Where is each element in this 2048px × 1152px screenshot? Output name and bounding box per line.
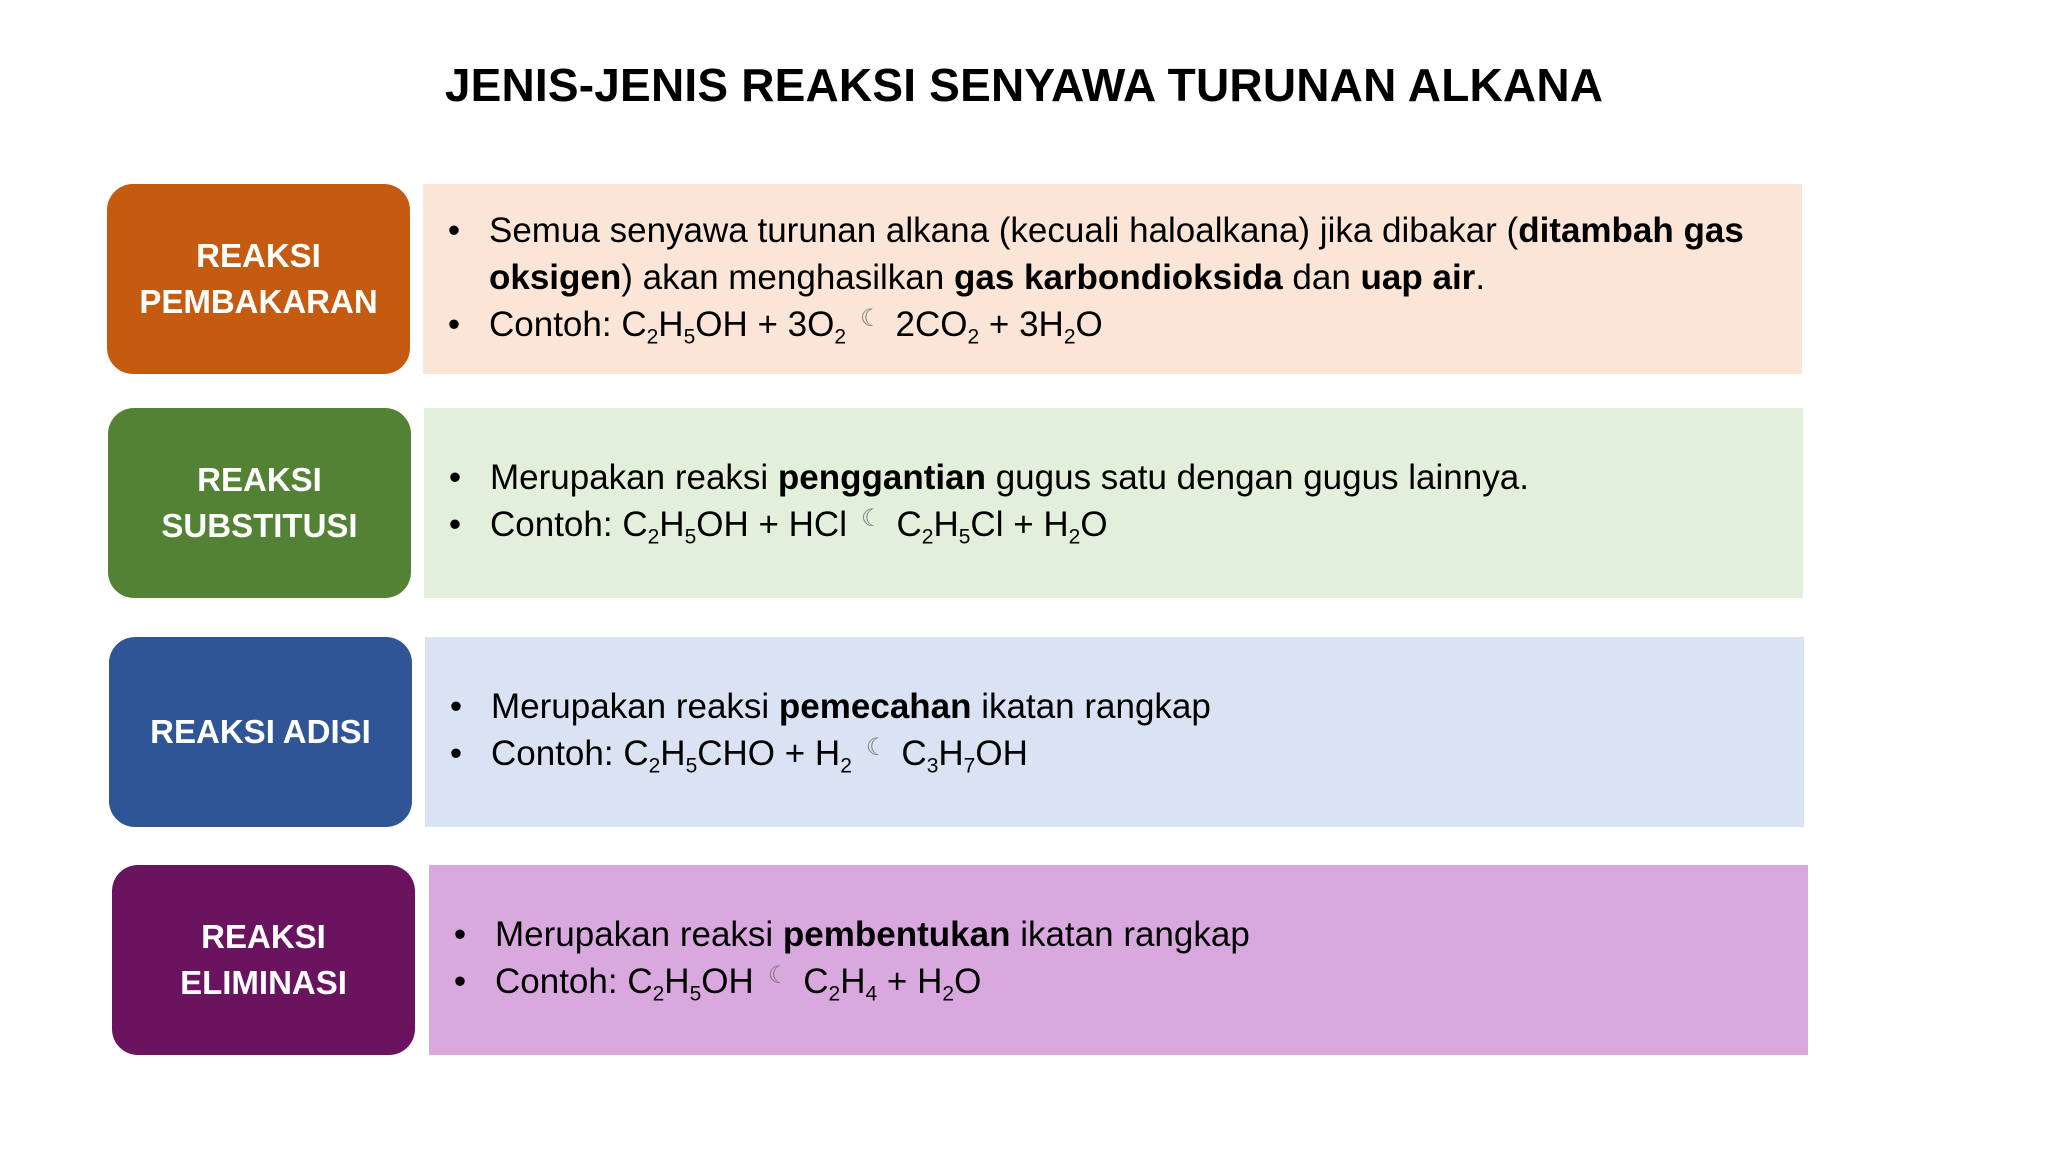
equation: $C_2H_5OH$ ☾ $C_2H_4 + H_2O$ xyxy=(627,962,982,1006)
label-reaksi-adisi xyxy=(109,637,412,827)
content-reaksi-substitusi xyxy=(424,408,1803,598)
content-reaksi-adisi xyxy=(425,637,1804,827)
content-reaksi-eliminasi xyxy=(429,865,1808,1055)
bullet-list xyxy=(440,454,1529,552)
bullet-icon: • xyxy=(447,210,461,250)
label-text: REAKSI ELIMINASI xyxy=(180,918,347,1001)
equation: $C_2H_5OH$ + HCl ☾ $C_2H_5Cl + H_2O$ xyxy=(622,505,1108,549)
label-text: REAKSI SUBSTITUSI xyxy=(161,461,358,544)
label-reaksi-substitusi xyxy=(108,408,411,598)
description-item: • Semua senyawa turunan alkana (kecuali haloalkana) jika dibakar (ditambah gas oksigen) akan menghasilkan gas karbondioksida dan uap air. xyxy=(439,207,1802,301)
label-reaksi-pembakaran xyxy=(107,184,410,374)
bullet-list xyxy=(439,207,1802,352)
reaction-arrow-icon: ☾ xyxy=(860,304,882,332)
bullet-list xyxy=(445,911,1250,1009)
description-item: • Merupakan reaksi penggantian gugus satu dengan gugus lainnya. xyxy=(440,454,1529,501)
description-item: • Merupakan reaksi pembentukan ikatan rangkap xyxy=(445,911,1250,958)
example-item: • Contoh: $C_2H_5OH$ + HCl ☾ $C_2H_5Cl + H_2O$ xyxy=(440,501,1529,552)
example-item: • Contoh: $C_2H_5OH + 3O_2^☾$ $2CO_2 + 3H_2O$ xyxy=(439,301,1802,352)
bullet-icon: • xyxy=(449,687,463,726)
page-title: JENIS-JENIS REAKSI SENYAWA TURUNAN ALKANA xyxy=(444,59,1604,111)
label-text: REAKSI ADISI xyxy=(150,713,371,750)
bullet-icon: • xyxy=(448,505,462,544)
bullet-icon: • xyxy=(453,962,467,1001)
label-text: REAKSI PEMBAKARAN xyxy=(139,237,378,320)
reaction-arrow-icon: ☾ xyxy=(767,962,790,989)
equation: $C_2H_5OH + 3O_2^☾$ $2CO_2 + 3H_2O$ xyxy=(621,304,1103,348)
example-item: • Contoh: $C_2H_5OH$ ☾ $C_2H_4 + H_2O$ xyxy=(445,958,1250,1009)
content-reaksi-pembakaran xyxy=(423,184,1802,374)
bullet-icon: • xyxy=(448,458,462,497)
bullet-icon: • xyxy=(453,915,467,954)
reaction-arrow-icon: ☾ xyxy=(865,734,888,761)
bullet-icon: • xyxy=(447,304,461,344)
bullet-list xyxy=(441,683,1211,781)
reaction-arrow-icon: ☾ xyxy=(860,505,883,532)
equation: $C_2H_5CHO + H_2^☾$ $C_3H_7OH$ xyxy=(623,734,1028,778)
label-reaksi-eliminasi xyxy=(112,865,415,1055)
example-item: • Contoh: $C_2H_5CHO + H_2^☾$ $C_3H_7OH$ xyxy=(441,730,1211,781)
bullet-icon: • xyxy=(449,734,463,773)
description-item: • Merupakan reaksi pemecahan ikatan rangkap xyxy=(441,683,1211,730)
